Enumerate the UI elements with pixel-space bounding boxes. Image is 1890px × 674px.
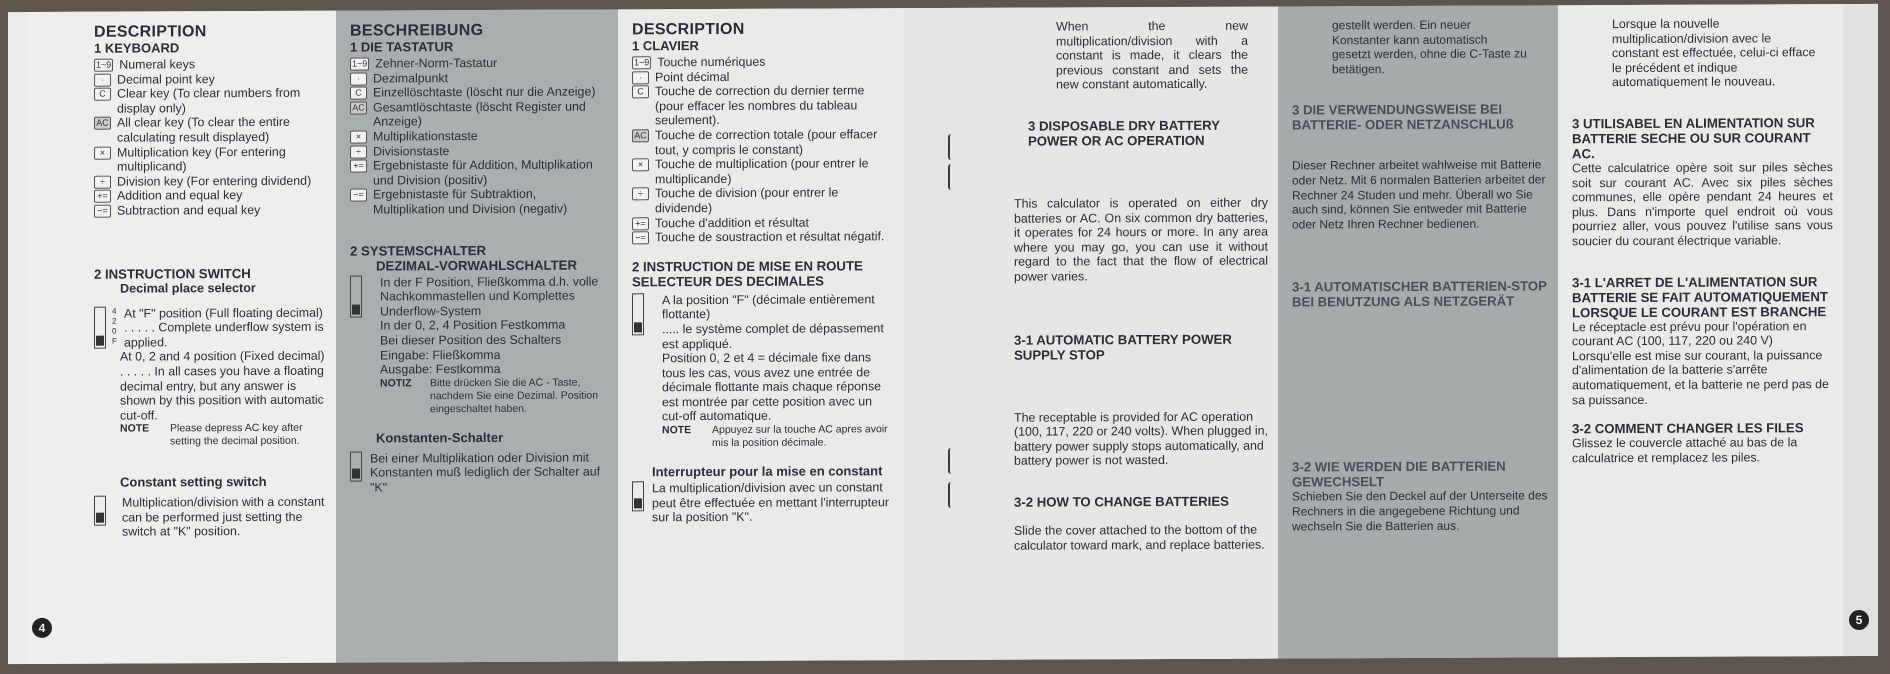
decimal-key-icon: · — [94, 73, 111, 86]
panel-english — [28, 11, 336, 664]
key-row — [632, 54, 894, 70]
key-text: Numeral keys — [119, 57, 196, 72]
note — [350, 376, 608, 416]
decimal-switch-icon — [632, 293, 644, 335]
f-position-text: In der F Position, Fließkomma d.h. volle Nachkommastellen und Komplettes Underflow-System — [380, 274, 599, 319]
key-text: Gesamtlöschtaste (löscht Register und Anzeige) — [373, 99, 586, 129]
clear-key-icon: C — [350, 87, 367, 100]
key-row — [350, 128, 608, 144]
page-number: 5 — [1849, 610, 1869, 630]
staple-icon — [948, 448, 954, 474]
auto-stop-text: The receptable is provided for AC operation (100, 117, 220 or 240 volts). When plugged in, battery power supply stops automatically, and battery power is not wasted. — [1014, 409, 1268, 469]
divide-key-icon: ÷ — [94, 175, 111, 188]
minus-equal-key-icon: −= — [94, 205, 111, 218]
key-list — [94, 57, 326, 219]
constant-switch-heading: Konstanten-Schalter — [376, 429, 504, 446]
key-row — [632, 127, 894, 157]
key-text: Einzellöschtaste (löscht nur die Anzeige) — [373, 84, 596, 100]
section-title: BESCHREIBUNG — [350, 22, 484, 40]
change-batteries-heading: 3-2 WIE WERDEN DIE BATTERIEN GEWECHSELT — [1292, 458, 1506, 490]
constant-intro-text: Lorsque la nouvelle multiplication/division avec le constant est effectuée, celui-ci efface le précédent et indique automatiquement le nouveau. — [1612, 16, 1816, 90]
key-text: Touche de division (pour entrer le dividende) — [655, 185, 839, 216]
all-clear-key-icon: AC — [94, 117, 111, 130]
plus-equal-key-icon: += — [94, 190, 111, 203]
key-row — [350, 55, 608, 71]
decimal-selector-heading: Decimal place selector — [120, 280, 256, 296]
clear-key-icon: C — [632, 85, 649, 98]
numeral-key-icon: 1~9 — [632, 56, 651, 69]
key-text: Decimal point key — [117, 71, 215, 87]
constant-switch-icon — [350, 451, 362, 481]
key-row — [350, 143, 608, 159]
all-clear-key-icon: AC — [632, 129, 649, 142]
fixed-position-text: Position 0, 2 et 4 = décimale fixe dans tous les cas, vous avez une entrée de décimale flottante mais chaque réponse est montrée par cette position avec un cut-off automatique. — [662, 350, 882, 424]
key-text: Touche numériques — [657, 54, 766, 70]
key-text: Touche de multiplication (pour entrer le multiplicande) — [655, 156, 869, 187]
decimal-key-icon: · — [350, 72, 367, 85]
staple-icon — [948, 482, 954, 508]
note-label: NOTE — [120, 422, 150, 435]
key-row — [94, 173, 326, 189]
key-text: All clear key (To clear the entire calculating result displayed) — [117, 115, 290, 145]
decimal-switch-icon — [94, 306, 106, 348]
keyboard-heading: 1 KEYBOARD — [94, 40, 180, 56]
staple-icon — [948, 164, 954, 190]
auto-stop-heading: 3-1 L'ARRET DE L'ALIMENTATION SUR BATTERIE SE FAIT AUTOMATIQUEMENT LORSQUE LE COURANT EST BRANCHE — [1572, 273, 1828, 320]
change-batteries-heading: 3-2 HOW TO CHANGE BATTERIES — [1014, 493, 1229, 510]
plus-equal-key-icon: += — [632, 217, 649, 230]
key-row — [632, 186, 894, 216]
numeral-key-icon: 1~9 — [94, 59, 113, 72]
key-text: Addition and equal key — [117, 188, 243, 203]
key-row — [94, 188, 326, 204]
keyboard-heading: 1 DIE TASTATUR — [350, 39, 454, 55]
battery-heading: 3 UTILISABEL EN ALIMENTATION SUR BATTERIE SECHE OU SUR COURANT AC. — [1572, 115, 1815, 162]
section-title: DESCRIPTION — [632, 20, 745, 39]
change-batteries-heading: 3-2 COMMENT CHANGER LES FILES — [1572, 420, 1804, 437]
change-batteries-text: Slide the cover attached to the bottom of the calculator toward mark, and replace batteries. — [1014, 522, 1265, 553]
right-edge — [1843, 4, 1878, 656]
note — [632, 423, 894, 450]
multiply-key-icon: × — [94, 146, 111, 159]
key-text: Touche de soustraction et résultat négatif. — [655, 229, 885, 245]
panel-english-continued — [1000, 7, 1278, 660]
note-text: Bitte drücken Sie die AC - Taste, nachdem Sie eine Dezimal. Position eingeschaltet haben. — [430, 376, 599, 415]
staple-icon — [948, 134, 954, 160]
key-row — [350, 158, 608, 188]
key-row — [94, 57, 326, 73]
change-batteries-text: Glissez le couvercle attaché au bas de la calculatrice et remplacez les piles. — [1572, 435, 1798, 465]
auto-stop-heading: 3-1 AUTOMATIC BATTERY POWER SUPPLY STOP — [1014, 331, 1232, 363]
note-label: NOTE — [662, 424, 692, 437]
key-text: Clear key (To clear numbers from display only) — [117, 85, 301, 116]
key-row — [632, 229, 894, 245]
constant-switch-icon — [94, 496, 106, 526]
key-text: Zehner-Norm-Tastatur — [375, 55, 498, 71]
multiply-key-icon: × — [350, 130, 367, 143]
constant-switch-heading: Interrupteur pour la mise en constant — [652, 463, 883, 480]
key-row — [350, 70, 608, 86]
numeral-key-icon: 1~9 — [350, 58, 369, 71]
keyboard-heading: 1 CLAVIER — [632, 38, 699, 54]
decimal-key-icon: · — [632, 71, 649, 84]
underflow-text: ..... le système complet de dépassement est appliqué. — [662, 321, 884, 351]
divide-key-icon: ÷ — [350, 145, 367, 158]
constant-text: Multiplication/division with a constant can be performed just setting the switch at "K" position. — [122, 494, 325, 540]
instruction-sheet — [8, 4, 1878, 664]
key-row — [350, 85, 608, 101]
battery-text: This calculator is operated on either dry batteries or AC. On six common dry batteries, it operates for 24 hours or more. In any area where you may go, you can use it without regard to the fact that the flow of electrical power varies. — [1014, 195, 1268, 284]
key-row — [94, 71, 326, 87]
section-title: DESCRIPTION — [94, 23, 207, 41]
system-switch-heading: 2 SYSTEMSCHALTER — [350, 242, 487, 259]
key-text: Touche d'addition et résultat — [655, 215, 809, 230]
decimal-selector-heading: 2 INSTRUCTION DE MISE EN ROUTE SELECTEUR DES DECIMALES — [632, 258, 863, 290]
constant-text: Bei einer Multiplikation oder Division mit Konstanten muß lediglich der Schalter auf "K" — [370, 450, 601, 495]
key-text: Ergebnistaste für Subtraktion, Multiplikation und Division (negativ) — [373, 187, 568, 217]
constant-switch-icon — [632, 481, 644, 511]
all-clear-key-icon: AC — [350, 101, 367, 114]
key-text: Multiplication key (For entering multiplicand) — [117, 144, 286, 174]
constant-text: La multiplication/division avec un constant peut être effectuée en mettant l'interrupteur sur la position "K". — [652, 480, 890, 525]
clear-key-icon: C — [94, 88, 111, 101]
key-row — [350, 187, 608, 217]
key-text: Division key (For entering dividend) — [117, 173, 312, 189]
battery-text: Dieser Rechner arbeitet wahlweise mit Batterie oder Netz. Mit 6 normalen Batterien arbeitet der Rechner 24 Studen und mehr. Überall wo Sie auch sind, können Sie entweder mit Batterie oder Netz Ihren Rechner bedienen. — [1292, 157, 1546, 232]
constant-intro-text: gestellt werden. Ein neuer Konstanter kann automatisch gesetzt werden, ohne die C-Taste zu betätigen. — [1332, 17, 1527, 77]
instruction-switch-heading: 2 INSTRUCTION SWITCH — [94, 265, 251, 282]
page-number: 4 — [32, 618, 52, 638]
battery-heading: 3 DISPOSABLE DRY BATTERY POWER OR AC OPERATION — [1028, 117, 1220, 149]
multiply-key-icon: × — [632, 158, 649, 171]
key-text: Touche de correction totale (pour effacer tout, y compris le constant) — [655, 127, 878, 157]
key-row — [632, 215, 894, 231]
underflow-text: . . . . . Complete underflow system is applied. — [124, 319, 324, 350]
switch-note-text: Bei dieser Position des Schalters — [380, 332, 562, 348]
input-mode-text: Eingabe: Fließkomma — [380, 347, 501, 362]
auto-stop-text: Le réceptacle est prévu pour l'opération en courant AC (100, 117, 220 ou 240 V) Lorsqu'elle est mise sur courant, la puissance d'alimentation de la batterie s'arrête automatiquement, et la batterie ne perd pas de sa puissance. — [1572, 318, 1829, 407]
key-text: Multiplikationstaste — [373, 128, 478, 144]
key-row — [94, 115, 326, 145]
decimal-selector-heading: DEZIMAL-VORWAHLSCHALTER — [376, 257, 577, 274]
note-text: Please depress AC key after setting the decimal position. — [170, 422, 303, 448]
f-position-text: A la position "F" (décimale entièrement flottante) — [662, 292, 875, 322]
panel-french-continued — [1558, 4, 1843, 657]
minus-equal-key-icon: −= — [350, 189, 367, 202]
fixed-position-text: In der 0, 2, 4 Position Festkomma — [380, 317, 566, 333]
minus-equal-key-icon: −= — [632, 231, 649, 244]
note-label: NOTIZ — [380, 377, 412, 390]
plus-equal-key-icon: += — [350, 160, 367, 173]
constant-intro-text: When the new multiplication/division with a constant is made, it clears the previous constant and sets the new constant automatically. — [1056, 18, 1248, 92]
output-mode-text: Ausgabe: Festkomma — [380, 362, 501, 377]
key-text: Subtraction and equal key — [117, 202, 261, 218]
auto-stop-heading: 3-1 AUTOMATISCHER BATTERIEN-STOP BEI BENUTZUNG ALS NETZGERÄT — [1292, 278, 1547, 310]
panel-german — [336, 9, 618, 662]
battery-text: Cette calculatrice opère soit sur piles sèches soit sur courant AC. Avec six piles sèches communes, elle opère pendant 24 heures et plus. Dans n'importe quel endroit où vous pourriez aller, vous pouvez l'utilise sans vous soucier du courant électrique variable. — [1572, 160, 1833, 249]
key-text: Ergebnistaste für Addition, Multiplikation und Division (positiv) — [373, 157, 593, 188]
fold-panel — [904, 8, 1000, 660]
key-text: Touche de correction du dernier terme (pour effacer les nombres du tableau seulement). — [655, 83, 865, 128]
key-text: Dezimalpunkt — [373, 70, 449, 86]
f-position-text: At "F" position (Full floating decimal) — [124, 305, 323, 321]
battery-heading: 3 DIE VERWENDUNGSWEISE BEI BATTERIE- ODER NETZANSCHLUß — [1292, 101, 1514, 133]
note — [94, 422, 326, 449]
key-row — [350, 99, 608, 129]
key-row — [94, 144, 326, 174]
key-row — [94, 86, 326, 116]
floating-entry-text: . . . . . In all cases you have a floating decimal entry, but any answer is shown by this position with automatic cut-off. — [120, 363, 324, 423]
key-text: Point décimal — [655, 69, 730, 84]
constant-switch-heading: Constant setting switch — [120, 474, 267, 490]
panel-german-continued — [1278, 5, 1558, 658]
key-row — [94, 203, 326, 219]
key-row — [632, 156, 894, 186]
note-text: Appuyez sur la touche AC apres avoir mis la position décimale. — [712, 423, 888, 450]
change-batteries-text: Schieben Sie den Deckel auf der Unterseite des Rechners in die angegebene Richtung und wechseln Sie die Batterien aus. — [1292, 488, 1548, 534]
key-row — [632, 69, 894, 85]
switch-position-labels: 4 2 0 F — [112, 306, 117, 346]
key-text: Divisionstaste — [373, 143, 450, 159]
decimal-switch-icon — [350, 275, 362, 317]
divide-key-icon: ÷ — [632, 188, 649, 201]
key-row — [632, 83, 894, 128]
fixed-position-text: At 0, 2 and 4 position (Fixed decimal) — [120, 349, 325, 364]
panel-french — [618, 8, 904, 661]
